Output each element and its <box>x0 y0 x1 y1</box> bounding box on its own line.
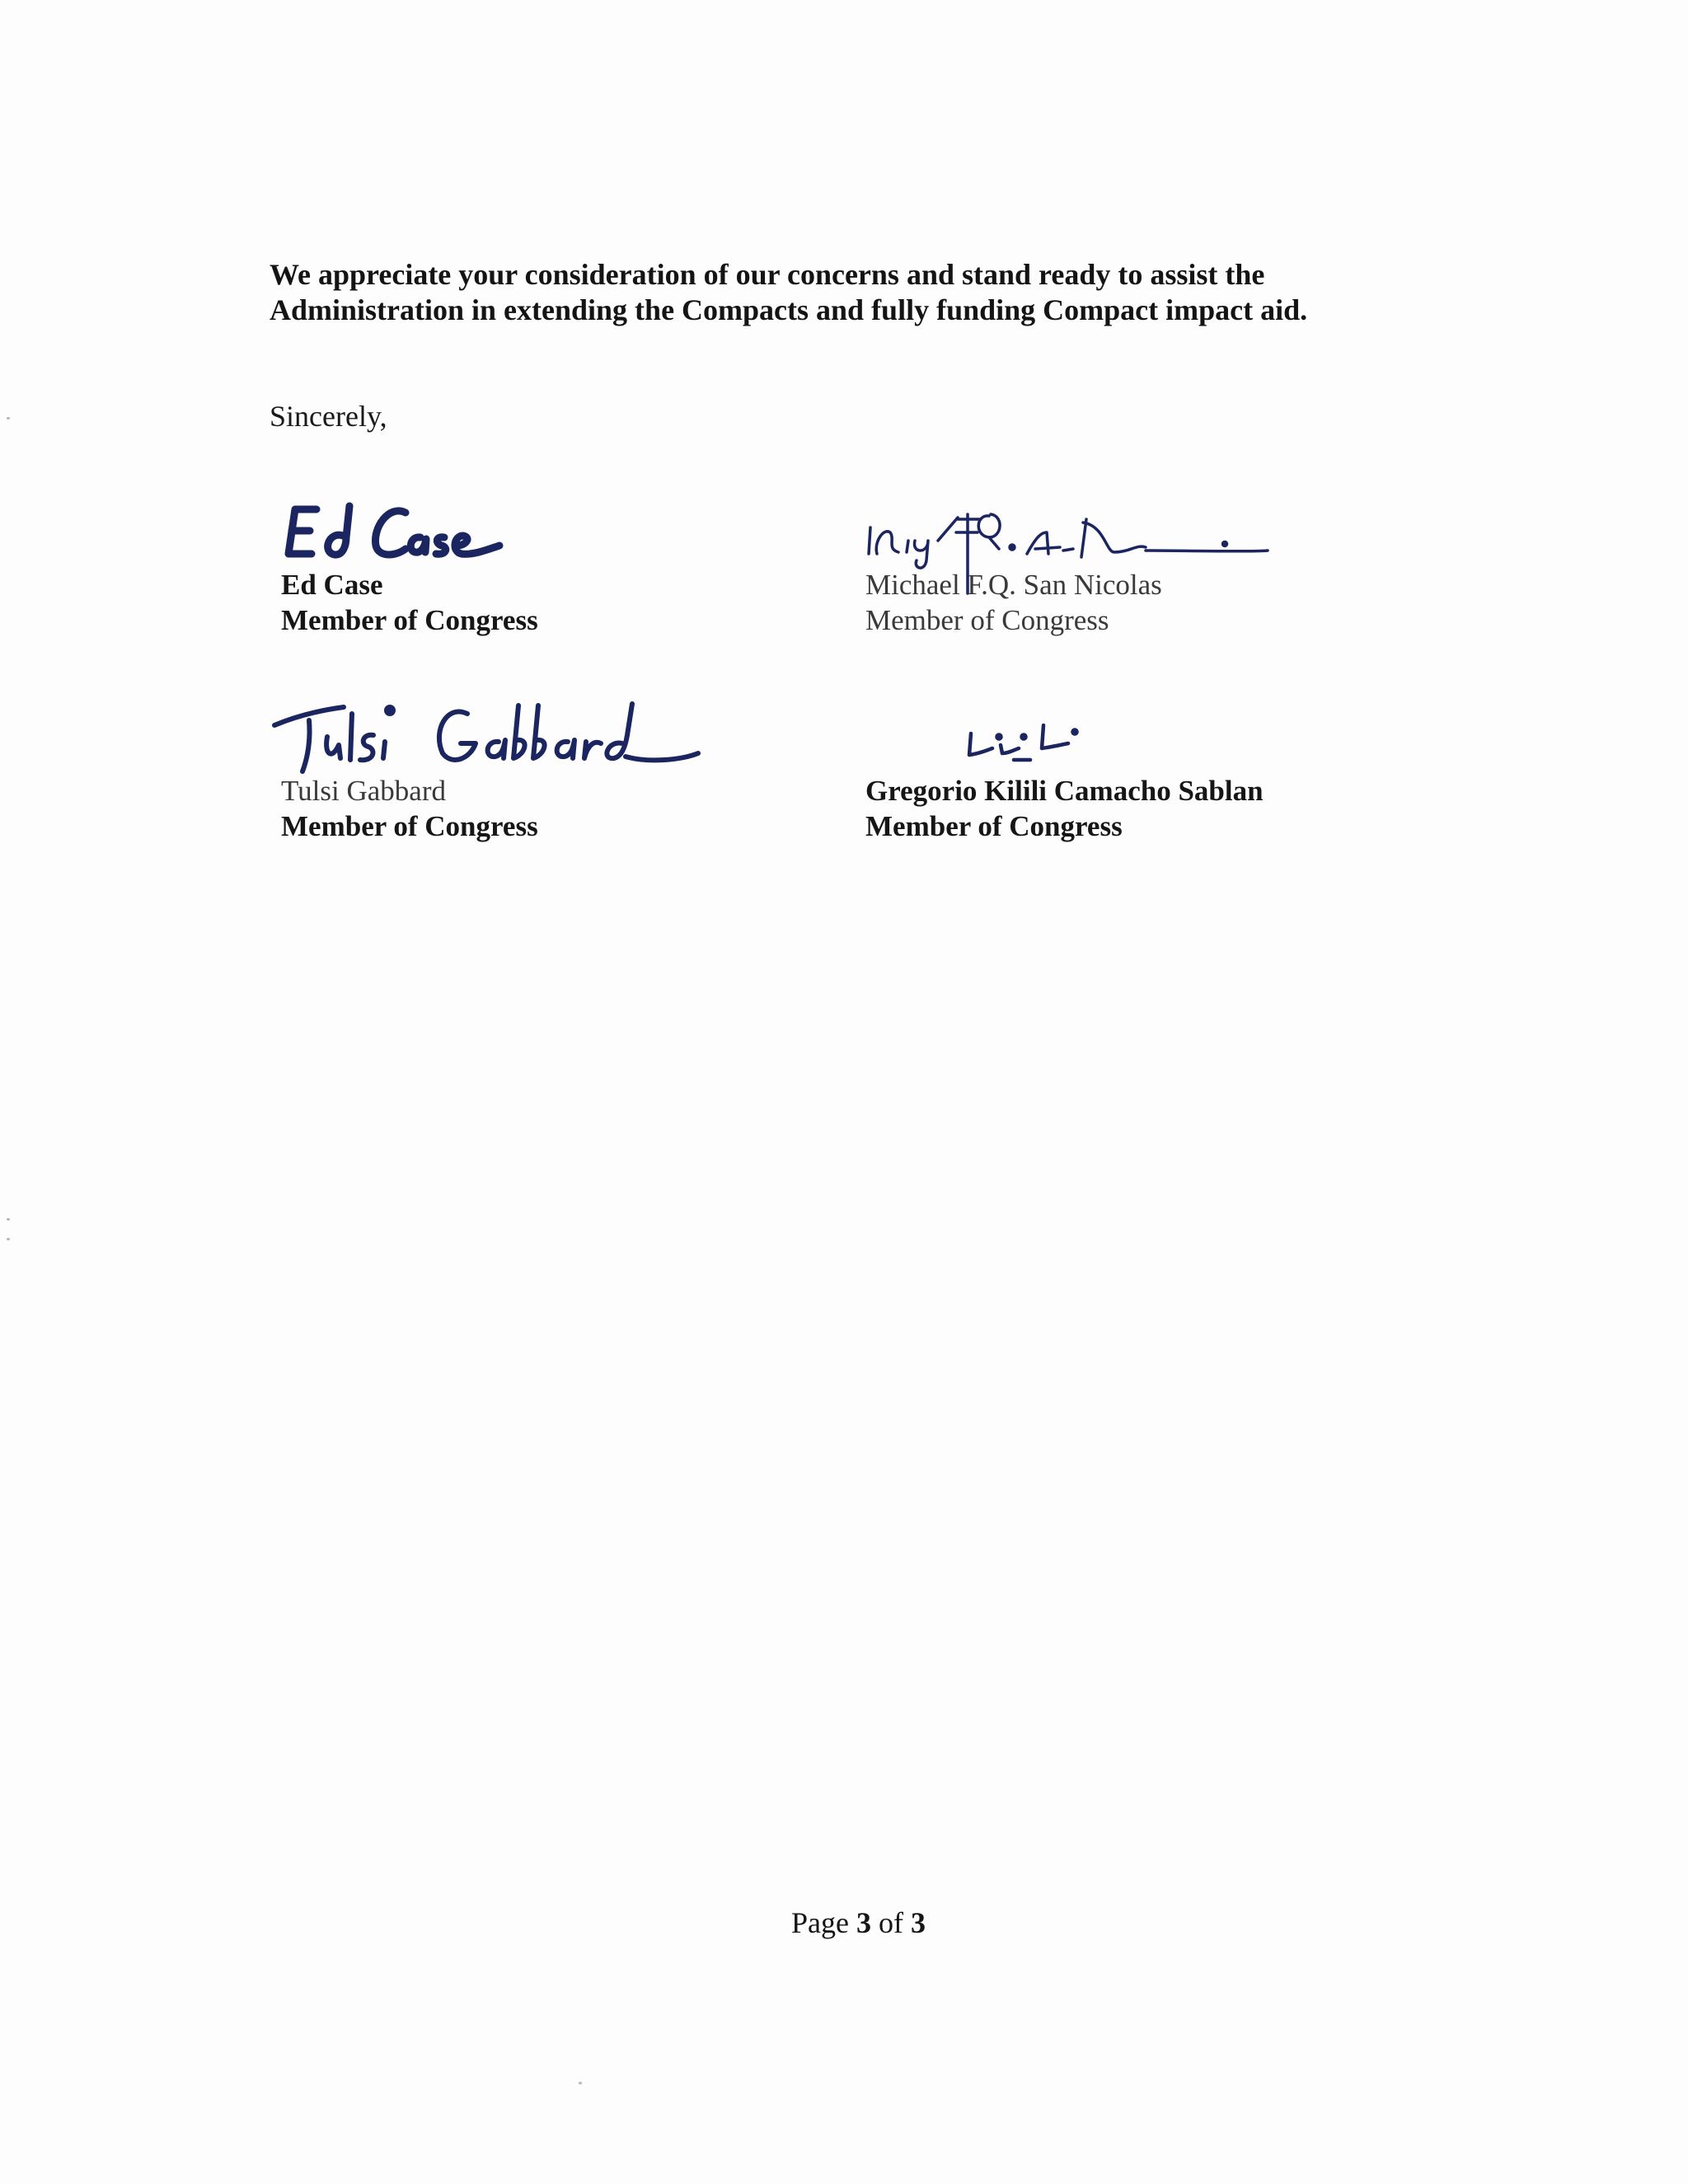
signer-ed-case <box>281 494 858 643</box>
page-number: 3 <box>856 1906 871 1939</box>
signature-tulsi-gabbard <box>270 692 731 783</box>
signer-gregorio-sablan <box>865 701 1442 849</box>
scan-speck <box>7 1238 10 1240</box>
signer-tulsi-gabbard <box>281 701 858 849</box>
scan-speck <box>7 417 10 419</box>
signer-name: Michael F.Q. San Nicolas <box>865 569 1162 601</box>
signature-kilili <box>964 717 1113 775</box>
signer-title: Member of Congress <box>281 810 538 842</box>
signer-title: Member of Congress <box>865 604 1109 636</box>
signer-michael-san-nicolas <box>865 494 1442 643</box>
signer-name: Gregorio Kilili Camacho Sablan <box>865 775 1264 807</box>
scan-speck <box>7 1218 10 1221</box>
signer-title: Member of Congress <box>281 604 538 636</box>
of-word: of <box>878 1906 903 1939</box>
closing-paragraph: We appreciate your consideration of our concerns and stand ready to assist the Administration in extending the Compacts and fully funding Compact impact aid. <box>270 258 1308 326</box>
signer-name: Tulsi Gabbard <box>281 775 446 807</box>
page-indicator <box>791 1905 926 1940</box>
signer-title: Member of Congress <box>865 810 1123 842</box>
page-total: 3 <box>910 1906 926 1939</box>
salutation: Sincerely, <box>270 400 387 433</box>
scan-speck <box>579 2082 582 2084</box>
page-word: Page <box>791 1906 849 1939</box>
signature-ed-case <box>284 494 531 569</box>
signer-name: Ed Case <box>281 569 383 601</box>
